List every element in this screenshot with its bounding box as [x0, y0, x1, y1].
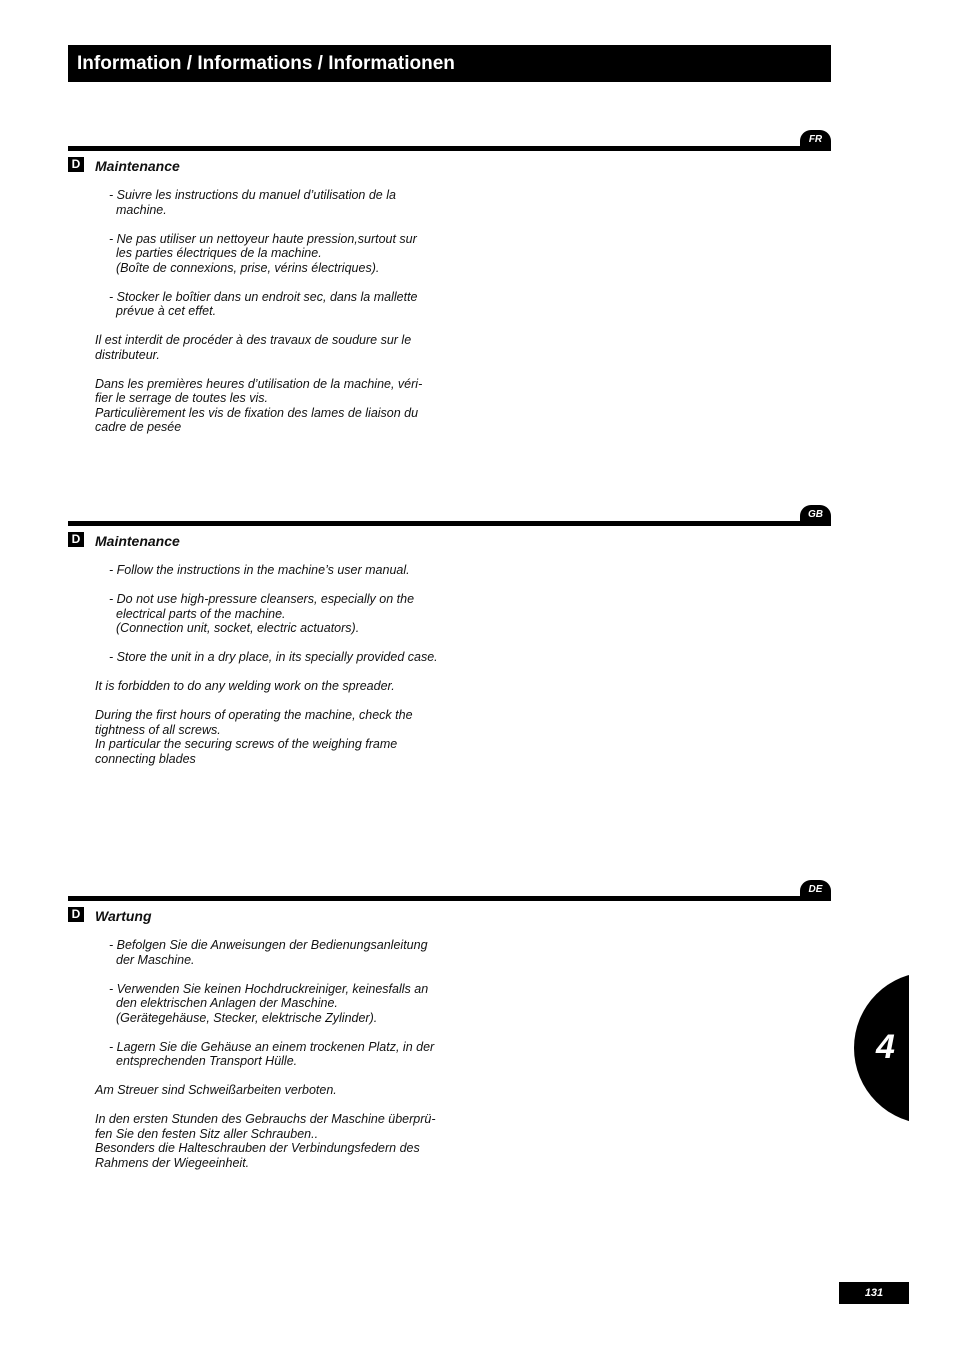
note-paragraph: It is forbidden to do any welding work on the spreader. [95, 679, 395, 693]
section-body [95, 563, 465, 781]
section-body [95, 188, 455, 449]
section-title: Maintenance [95, 158, 180, 174]
instruction-item: - Verwenden Sie keinen Hochdruckreiniger, keinesfalls an den elektrischen Anlagen der Maschine. (Gerätegehäuse, Stecker, elektrische Zylinder). [109, 981, 429, 1025]
section-divider [68, 146, 831, 151]
language-tab-gb: GB [800, 505, 831, 526]
note-paragraph: Dans les premières heures d’utilisation de la machine, véri- fier le serrage de toutes les vis. Particulièrement les vis de fixation des lames de liaison du cadre de pesée [95, 376, 423, 434]
page-number: 131 [839, 1282, 909, 1304]
note-paragraph: Am Streuer sind Schweißarbeiten verboten. [95, 1083, 337, 1097]
instruction-item: - Store the unit in a dry place, in its specially provided case. [109, 650, 438, 664]
instruction-item: - Befolgen Sie die Anweisungen der Bedienungsanleitung der Maschine. [109, 938, 428, 967]
language-tab-fr: FR [800, 130, 831, 151]
section-body [95, 938, 455, 1185]
section-divider [68, 521, 831, 526]
note-paragraph: During the first hours of operating the machine, check the tightness of all screws. In particular the securing screws of the weighing frame connecting blades [95, 708, 413, 766]
chapter-number: 4 [876, 1028, 895, 1066]
instruction-item: - Lagern Sie die Gehäuse an einem trockenen Platz, in der entsprechenden Transport Hülle. [109, 1039, 435, 1068]
note-paragraph: Il est interdit de procéder à des travaux de soudure sur le distributeur. [95, 333, 412, 362]
section-title: Wartung [95, 908, 152, 924]
note-paragraph: In den ersten Stunden des Gebrauchs der Maschine überprü- fen Sie den festen Sitz aller Schrauben.. Besonders die Halteschrauben der Verbindungsfedern des Rahmens der Wiegeeinheit. [95, 1112, 436, 1170]
section-marker: D [68, 532, 84, 547]
section-marker: D [68, 907, 84, 922]
section-marker: D [68, 157, 84, 172]
section-divider [68, 896, 831, 901]
instruction-item: - Follow the instructions in the machine’s user manual. [109, 563, 410, 577]
instruction-item: - Stocker le boîtier dans un endroit sec, dans la mallette prévue à cet effet. [109, 289, 418, 318]
instruction-item: - Do not use high-pressure cleansers, especially on the electrical parts of the machine. (Connection unit, socket, electric actuators). [109, 592, 415, 635]
page-title: Information / Informations / Informationen [77, 53, 455, 74]
instruction-item: - Suivre les instructions du manuel d’utilisation de la machine. [109, 188, 396, 217]
language-tab-de: DE [800, 880, 831, 901]
page-header [68, 45, 831, 82]
instruction-item: - Ne pas utiliser un nettoyeur haute pression,surtout sur les parties électriques de la machine. (Boîte de connexions, prise, vérins électriques). [109, 231, 417, 275]
section-title: Maintenance [95, 533, 180, 549]
